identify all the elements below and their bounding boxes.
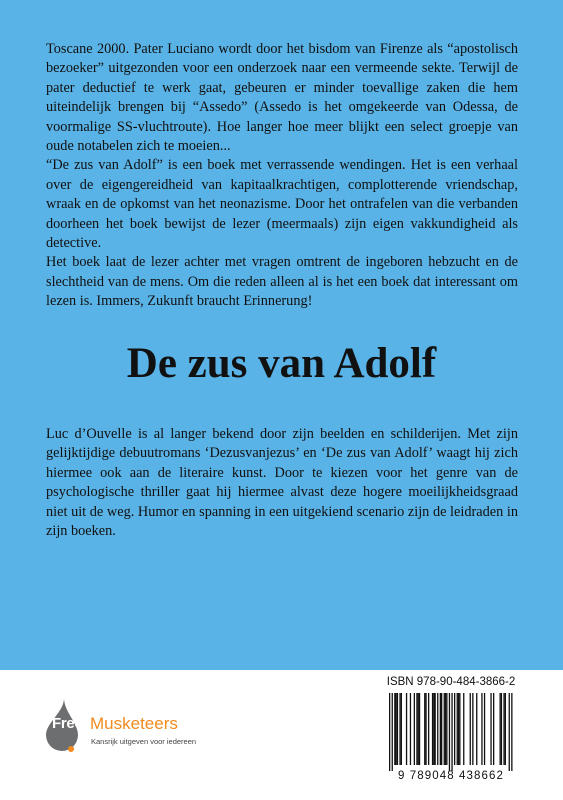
barcode-bar bbox=[406, 693, 407, 765]
blurb-paragraph-2: “De zus van Adolf” is een boek met verrassende wendingen. Het is een verhaal over de eigengereidheid van kapitaalkrachtigen, complotterende vriendschap, wraak en de opkomst van het neonazisme. Door het ontrafelen van die verbanden doorheen het boek bewijst de lezer (meermaals) zijn eigen vakkundigheid als detective. bbox=[46, 157, 518, 252]
barcode-bar bbox=[503, 693, 504, 765]
barcode-bar bbox=[397, 693, 398, 765]
barcode-bar bbox=[459, 693, 460, 765]
barcode-bar bbox=[511, 693, 512, 771]
barcode-bar bbox=[392, 693, 393, 771]
publisher-tagline: Kansrijk uitgeven voor iedereen bbox=[91, 737, 197, 746]
barcode-bar bbox=[399, 693, 400, 765]
barcode-bar bbox=[463, 693, 464, 765]
barcode-bar bbox=[501, 693, 502, 765]
barcode-bar bbox=[414, 693, 415, 765]
book-title: De zus van Adolf bbox=[126, 340, 437, 387]
barcode-bar bbox=[484, 693, 485, 765]
blurb-paragraph-1: Toscane 2000. Pater Luciano wordt door het bisdom van Firenze als “apostolisch bezoeker” uitgezonden voor een onderzoek naar een vermeende sekte. Terwijl de pater deductief te werk gaat, gebeuren er minder toevallige zaken die hem uiteindelijk brengen bij “Assedo” (Assedo is het omgekeerde van Odessa, de voormalige SS-vluchtroute). Hoe langer hoe meer blijkt een select groepje van oude notabelen zich te moeien... bbox=[46, 41, 518, 155]
barcode-bar bbox=[440, 693, 441, 765]
barcode-bar bbox=[470, 693, 471, 765]
barcode-bar bbox=[493, 693, 494, 765]
barcode-bar bbox=[505, 693, 506, 765]
barcode-bar bbox=[396, 693, 397, 765]
barcode-bar bbox=[446, 693, 447, 765]
barcode-bar bbox=[410, 693, 411, 765]
barcode-bar bbox=[437, 693, 438, 765]
barcode-bar bbox=[428, 693, 429, 765]
barcode-bar bbox=[458, 693, 459, 765]
blurb-paragraph-3: Het boek laat de lezer achter met vragen omtrent de ingeboren hebzucht en de slechtheid van de mens. Om die reden alleen al is het een boek dat interessant om lezen is. Immers, Zukunft braucht Erinnerung! bbox=[46, 254, 518, 310]
barcode-bar bbox=[490, 693, 491, 765]
barcode-bar bbox=[509, 693, 510, 771]
barcode-bar bbox=[418, 693, 419, 765]
barcode-bar bbox=[444, 693, 445, 765]
barcode-bar bbox=[445, 693, 446, 765]
barcode-bar bbox=[419, 693, 420, 765]
author-bio-text: Luc d’Ouvelle is al langer bekend door zijn beelden en schilderijen. Met zijn gelijktijdige debuutromans ‘Dezusvanjezus’ en ‘De zus van Adolf’ waagt hij zich hiermee ook aan de literaire kunst. Door te kiezen voor het genre van de psychologische thriller gaat hij hiermee alvast deze hogere moeilijkheidsgraad niet uit de weg. Humor en spanning in een uitgekiend scenario zijn de leidraden in zijn boeken. bbox=[46, 426, 518, 540]
barcode-bar bbox=[457, 693, 458, 765]
barcode-bar bbox=[454, 693, 455, 765]
barcode-bar bbox=[425, 693, 426, 765]
barcode-bar bbox=[451, 693, 452, 771]
barcode-bar bbox=[432, 693, 433, 765]
publisher-logo bbox=[34, 697, 264, 757]
barcode-bar bbox=[401, 693, 402, 765]
barcode-bar bbox=[500, 693, 501, 765]
barcode-bar bbox=[389, 693, 390, 771]
publisher-name-free: Free bbox=[52, 715, 83, 732]
barcode-bar bbox=[416, 693, 417, 765]
publisher-name-musketeers: Musketeers bbox=[90, 714, 178, 733]
barcode-bar bbox=[435, 693, 436, 765]
isbn-barcode bbox=[377, 676, 525, 788]
barcode-bar bbox=[424, 693, 425, 765]
barcode-bar bbox=[481, 693, 482, 765]
book-blurb bbox=[46, 40, 518, 312]
barcode-bars bbox=[381, 693, 521, 771]
author-bio bbox=[46, 425, 518, 541]
barcode-bar bbox=[433, 693, 434, 765]
barcode-bar bbox=[472, 693, 473, 765]
barcode-bar bbox=[394, 693, 395, 765]
isbn-label: ISBN 978-90-484-3866-2 bbox=[386, 676, 516, 688]
barcode-bar bbox=[449, 693, 450, 771]
barcode-bar bbox=[441, 693, 442, 765]
barcode-bar bbox=[476, 693, 477, 765]
barcode-digits: 9 789048 438662 bbox=[397, 770, 505, 782]
